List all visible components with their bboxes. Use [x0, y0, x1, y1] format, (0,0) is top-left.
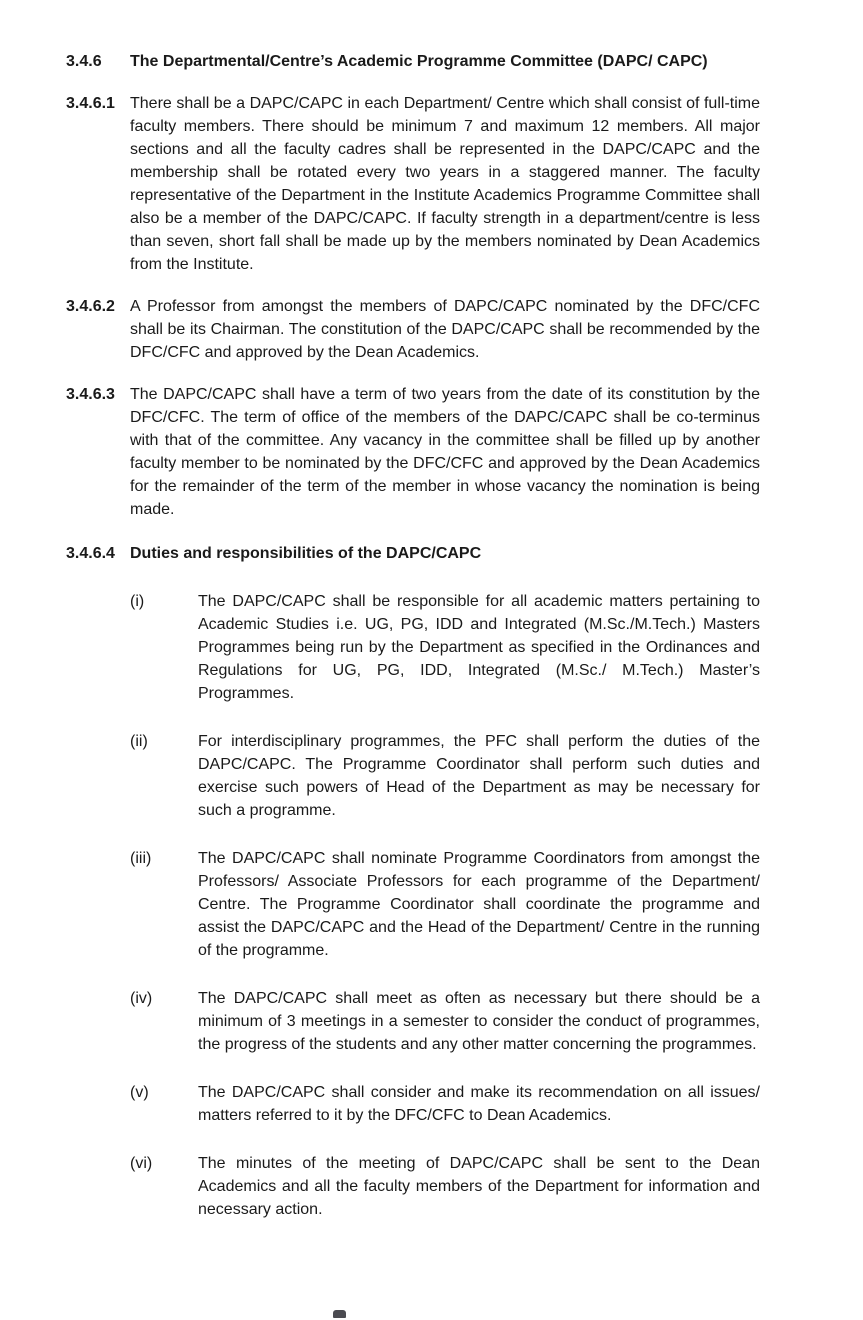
- paragraph-number: 3.4.6.2: [66, 298, 115, 315]
- paragraph-text: The DAPC/CAPC shall have a term of two years from the date of its constitution by the DFC/CFC. The term of office of the members of the DAPC/CAPC shall be co-terminus with that of the committee. Any vacancy in the committee shall be filled up by another faculty member to be nominated by the DFC/CFC and approved by the Dean Academics for the remainder of the term of the member in whose vacancy the nomination is being made.: [130, 386, 760, 518]
- duty-list-item: [130, 590, 760, 705]
- paragraph: [66, 92, 760, 276]
- duty-marker: (v): [130, 1084, 149, 1101]
- paragraph-number: 3.4.6.3: [66, 386, 115, 403]
- duty-text: The DAPC/CAPC shall consider and make its recommendation on all issues/ matters referred to it by the DFC/CFC to Dean Academics.: [198, 1084, 760, 1124]
- duty-marker: (iii): [130, 850, 152, 867]
- duty-text: The DAPC/CAPC shall be responsible for all academic matters pertaining to Academic Studies i.e. UG, PG, IDD and Integrated (M.Sc./M.Tech.) Masters Programmes being run by the Department as specified in the Ordinances and Regulations for UG, PG, IDD, Integrated (M.Sc./ M.Tech.) Master’s Programmes.: [198, 593, 760, 702]
- duty-list-item: [130, 730, 760, 822]
- paragraph-number: 3.4.6.1: [66, 95, 115, 112]
- subsection-number: 3.4.6.4: [66, 545, 115, 562]
- duty-marker: (vi): [130, 1155, 153, 1172]
- duty-list-item: [130, 1152, 760, 1221]
- section-title: The Departmental/Centre’s Academic Programme Committee (DAPC/ CAPC): [130, 53, 708, 70]
- subsection-title: Duties and responsibilities of the DAPC/CAPC: [130, 545, 482, 562]
- scan-artifact: [333, 1310, 346, 1318]
- subsection-heading: [66, 542, 760, 565]
- duty-marker: (iv): [130, 990, 153, 1007]
- duty-marker: (ii): [130, 733, 148, 750]
- paragraph: [66, 383, 760, 521]
- paragraph: [66, 295, 760, 364]
- paragraph-text: There shall be a DAPC/CAPC in each Department/ Centre which shall consist of full-time faculty members. There should be minimum 7 and maximum 12 members. All major sections and all the faculty cadres shall be represented in the DAPC/CAPC and the membership shall be rotated every two years in a staggered manner. The faculty representative of the Department in the Institute Academics Programme Committee shall also be a member of the DAPC/CAPC. If faculty strength in a department/centre is less than seven, short fall shall be made up by the members nominated by Dean Academics from the Institute.: [130, 95, 760, 273]
- duty-marker: (i): [130, 593, 145, 610]
- section-heading: [66, 50, 760, 73]
- duty-text: The DAPC/CAPC shall meet as often as necessary but there should be a minimum of 3 meetings in a semester to consider the conduct of programmes, the progress of the students and any other matter concerning the programmes.: [198, 990, 760, 1053]
- duty-text: The DAPC/CAPC shall nominate Programme Coordinators from amongst the Professors/ Associate Professors for each programme of the Department/ Centre. The Programme Coordinator shall coordinate the programme and assist the DAPC/CAPC and the Head of the Department/ Centre in the running of the programme.: [198, 850, 760, 959]
- duty-text: The minutes of the meeting of DAPC/CAPC shall be sent to the Dean Academics and all the faculty members of the Department for information and necessary action.: [198, 1155, 760, 1218]
- duty-text: For interdisciplinary programmes, the PFC shall perform the duties of the DAPC/CAPC. The Programme Coordinator shall perform such duties and exercise such powers of Head of the Department as may be necessary for such a programme.: [198, 733, 760, 819]
- duty-list-item: [130, 1081, 760, 1127]
- section-number: 3.4.6: [66, 53, 102, 70]
- duty-list-item: [130, 847, 760, 962]
- duty-list-item: [130, 987, 760, 1056]
- paragraph-text: A Professor from amongst the members of DAPC/CAPC nominated by the DFC/CFC shall be its Chairman. The constitution of the DAPC/CAPC shall be recommended by the DFC/CFC and approved by the Dean Academics.: [130, 298, 760, 361]
